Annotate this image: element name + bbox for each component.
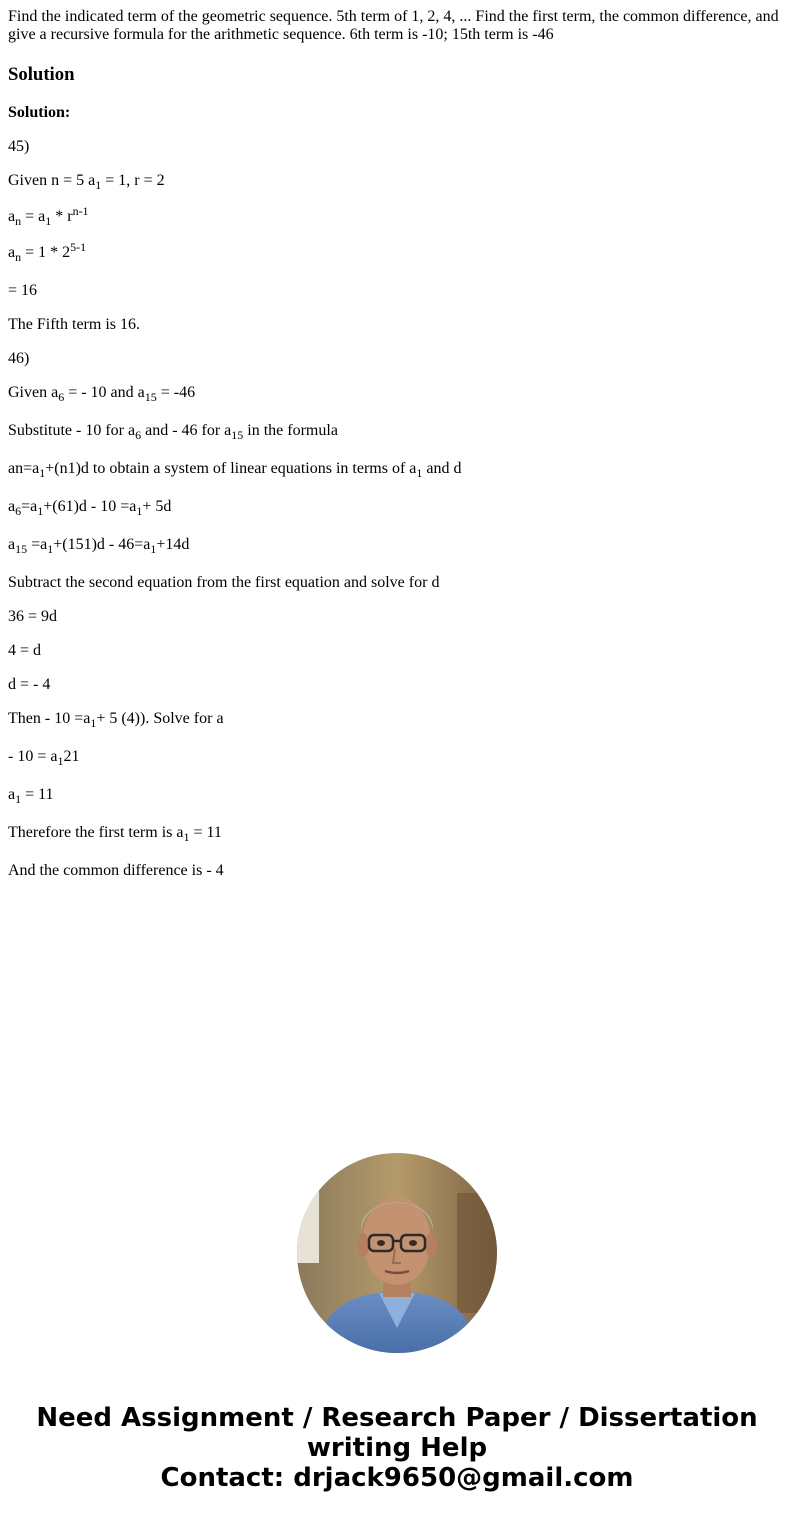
fifth-term-conclusion: The Fifth term is 16. [8, 316, 140, 333]
footer-contact [0, 1403, 794, 1493]
person-photo-icon [297, 1153, 497, 1353]
first-term-conclusion: Therefore the first term is $a_1 = 11$ [8, 824, 222, 844]
footer-contact-email: Contact: drjack9650@gmail.com [160, 1463, 634, 1493]
given-line-45: Given n = 5 $a_1 = 1$, r = 2 [8, 172, 165, 192]
problem-number-45: 45) [8, 138, 30, 155]
formula-system-line: $an=a_1+(n1)d$ to obtain a system of linear equations in terms of $a_1$ and d [8, 460, 462, 480]
footer-line-1: Need Assignment / Research Paper / Dissertation [36, 1403, 758, 1433]
equation-a1-11: $a_1 = 11$ [8, 786, 54, 806]
common-difference-conclusion: And the common difference is - 4 [8, 862, 224, 879]
document-body [8, 8, 786, 880]
equation-a6: $a_6=a_1+(61)d - 10 =a_1+ 5d$ [8, 498, 172, 518]
substitute-line: Substitute - 10 for $a_6$ and - 46 for $a_{15}$ in the formula [8, 422, 338, 442]
problem-number-46: 46) [8, 350, 30, 367]
equation-d-minus-4: d = - 4 [8, 676, 51, 693]
solution-label: Solution: [8, 104, 71, 121]
question-text: Find the indicated term of the geometric sequence. 5th term of 1, 2, 4, ... Find the first term, the common difference, and give a recursive formula for the arithmetic sequence. 6th term is -10; 15th term is -46 [8, 8, 779, 43]
subtract-instruction: Subtract the second equation from the first equation and solve for d [8, 574, 440, 591]
formula-general-term: $a_n = a_1 * r^{n-1}$ [8, 204, 89, 228]
equation-36-9d: 36 = 9d [8, 608, 58, 625]
given-line-46: Given $a_6$ = - 10 and $a_{15} = -46$ [8, 384, 196, 404]
formula-substituted: $a_n = 1 * 2^{5-1}$ [8, 240, 87, 264]
result-16: = 16 [8, 282, 38, 299]
footer-line-2: writing Help [306, 1433, 488, 1463]
then-solve-line: Then - $10 =a_1+ 5$ (4)). Solve for a [8, 710, 224, 730]
equation-a15: $a_{15} =a_1+(151)d - 46=a_1+14d$ [8, 536, 190, 556]
solution-heading: Solution [8, 64, 75, 85]
equation-4-d: 4 = d [8, 642, 42, 659]
avatar [297, 1153, 497, 1353]
equation-minus10: - $10 = a_121$ [8, 748, 80, 768]
